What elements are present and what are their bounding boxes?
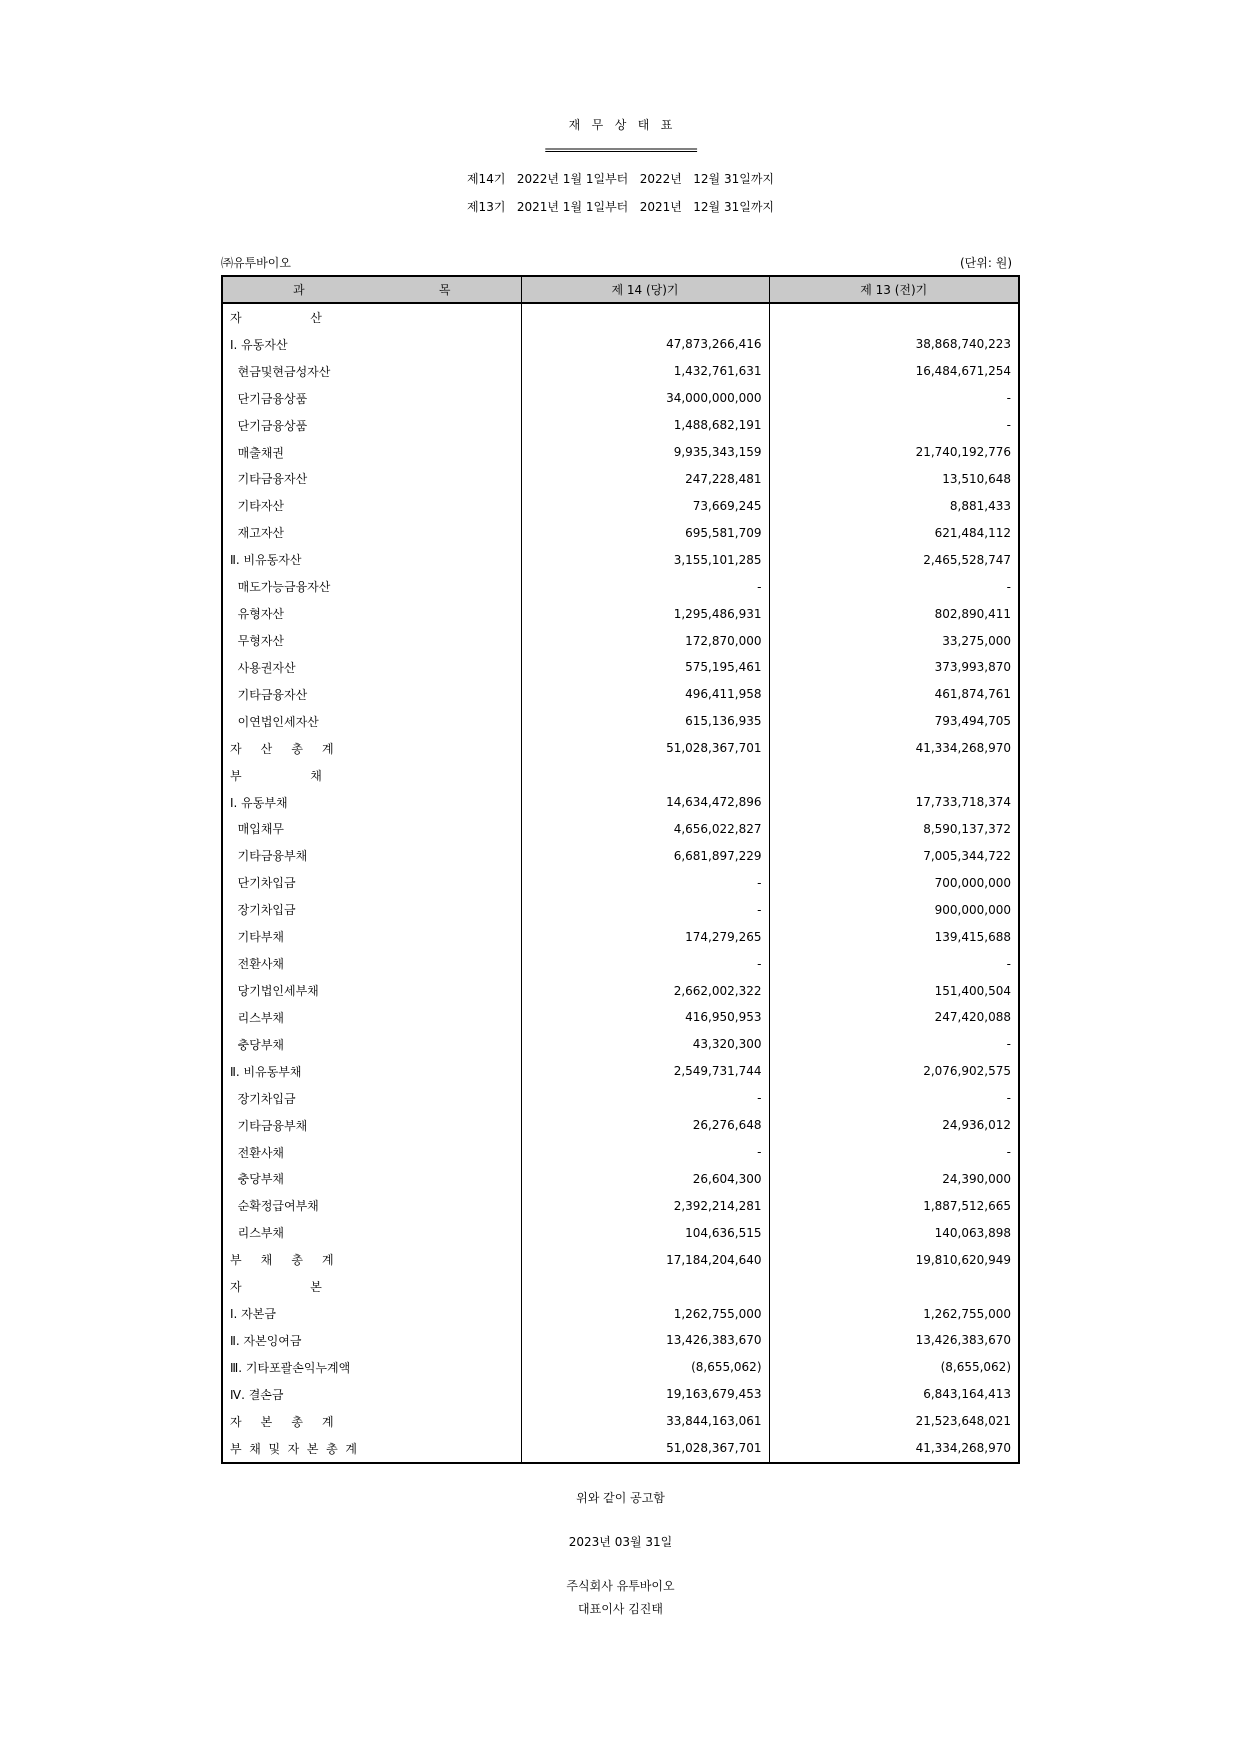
row-current-value <box>521 303 769 331</box>
row-previous-value: 7,005,344,722 <box>769 842 1019 869</box>
table-row <box>222 1381 1019 1408</box>
row-current-value: 51,028,367,701 <box>521 1435 769 1463</box>
table-row <box>222 1192 1019 1219</box>
table-header-row <box>222 276 1019 303</box>
row-current-value: 174,279,265 <box>521 923 769 950</box>
row-current-value: 247,228,481 <box>521 466 769 493</box>
row-current-value: 26,276,648 <box>521 1112 769 1139</box>
row-previous-value: 8,590,137,372 <box>769 816 1019 843</box>
row-current-value: 4,656,022,827 <box>521 816 769 843</box>
row-label: 장기차입금 <box>222 896 521 923</box>
row-label: 이연법인세자산 <box>222 708 521 735</box>
row-label: 자 본 <box>222 1273 521 1300</box>
row-previous-value: 21,740,192,776 <box>769 439 1019 466</box>
row-previous-value: - <box>769 1139 1019 1166</box>
row-label: 단기금융상품 <box>222 385 521 412</box>
row-current-value: - <box>521 869 769 896</box>
row-current-value: - <box>521 1085 769 1112</box>
table-row <box>222 303 1019 331</box>
row-previous-value: - <box>769 385 1019 412</box>
table-row <box>222 1058 1019 1085</box>
row-current-value: 172,870,000 <box>521 627 769 654</box>
row-current-value <box>521 762 769 789</box>
row-current-value: 17,184,204,640 <box>521 1246 769 1273</box>
row-previous-value: - <box>769 950 1019 977</box>
row-previous-value: 13,510,648 <box>769 466 1019 493</box>
row-previous-value: 139,415,688 <box>769 923 1019 950</box>
row-label: Ⅰ. 자본금 <box>222 1300 521 1327</box>
row-label: 단기금융상품 <box>222 412 521 439</box>
row-current-value <box>521 1273 769 1300</box>
row-label: Ⅱ. 비유동자산 <box>222 546 521 573</box>
header-account-right: 목 <box>438 283 451 297</box>
table-row <box>222 977 1019 1004</box>
row-label: 리스부채 <box>222 1219 521 1246</box>
row-previous-value: 140,063,898 <box>769 1219 1019 1246</box>
header-account <box>222 276 521 303</box>
table-row <box>222 654 1019 681</box>
row-current-value: - <box>521 896 769 923</box>
table-row <box>222 708 1019 735</box>
row-current-value: 1,295,486,931 <box>521 600 769 627</box>
row-previous-value: 19,810,620,949 <box>769 1246 1019 1273</box>
table-row <box>222 923 1019 950</box>
table-row <box>222 358 1019 385</box>
table-row <box>222 681 1019 708</box>
row-previous-value: 1,887,512,665 <box>769 1192 1019 1219</box>
row-label: Ⅱ. 자본잉여금 <box>222 1327 521 1354</box>
row-current-value: 575,195,461 <box>521 654 769 681</box>
company-name: ㈜유투바이오 <box>221 256 291 270</box>
row-previous-value: - <box>769 412 1019 439</box>
row-label: Ⅰ. 유동자산 <box>222 331 521 358</box>
table-row <box>222 1219 1019 1246</box>
ceo-signature: 대표이사 김진태 <box>578 1602 663 1616</box>
table-row <box>222 1354 1019 1381</box>
row-label: 매출채권 <box>222 439 521 466</box>
row-label: 기타금융부채 <box>222 1112 521 1139</box>
table-body <box>222 303 1019 1463</box>
table-row <box>222 1031 1019 1058</box>
row-current-value: 416,950,953 <box>521 1004 769 1031</box>
row-current-value: 34,000,000,000 <box>521 385 769 412</box>
row-label: 기타금융자산 <box>222 466 521 493</box>
row-label: 유형자산 <box>222 600 521 627</box>
table-row <box>222 492 1019 519</box>
row-previous-value: 13,426,383,670 <box>769 1327 1019 1354</box>
row-label: 순확정급여부채 <box>222 1192 521 1219</box>
row-label: 기타부채 <box>222 923 521 950</box>
row-current-value: 2,662,002,322 <box>521 977 769 1004</box>
table-row <box>222 1300 1019 1327</box>
row-current-value: 47,873,266,416 <box>521 331 769 358</box>
table-row <box>222 869 1019 896</box>
row-previous-value: 802,890,411 <box>769 600 1019 627</box>
row-label: 재고자산 <box>222 519 521 546</box>
row-previous-value: 621,484,112 <box>769 519 1019 546</box>
row-previous-value: (8,655,062) <box>769 1354 1019 1381</box>
row-previous-value: 38,868,740,223 <box>769 331 1019 358</box>
row-label: 충당부채 <box>222 1031 521 1058</box>
row-previous-value: 16,484,671,254 <box>769 358 1019 385</box>
row-current-value: (8,655,062) <box>521 1354 769 1381</box>
row-label: Ⅲ. 기타포괄손익누계액 <box>222 1354 521 1381</box>
row-previous-value: 1,262,755,000 <box>769 1300 1019 1327</box>
company-signature: 주식회사 유투바이오 <box>566 1579 675 1593</box>
row-current-value: 3,155,101,285 <box>521 546 769 573</box>
row-previous-value: 24,390,000 <box>769 1166 1019 1193</box>
table-row <box>222 816 1019 843</box>
table-row <box>222 385 1019 412</box>
row-current-value: 2,549,731,744 <box>521 1058 769 1085</box>
row-previous-value <box>769 1273 1019 1300</box>
row-previous-value: 17,733,718,374 <box>769 789 1019 816</box>
table-row <box>222 331 1019 358</box>
table-row <box>222 1112 1019 1139</box>
row-label: Ⅰ. 유동부채 <box>222 789 521 816</box>
row-current-value: 104,636,515 <box>521 1219 769 1246</box>
row-previous-value: 8,881,433 <box>769 492 1019 519</box>
table-row <box>222 600 1019 627</box>
row-label: 전환사채 <box>222 950 521 977</box>
table-row <box>222 789 1019 816</box>
row-previous-value: 24,936,012 <box>769 1112 1019 1139</box>
row-label: 당기법인세부채 <box>222 977 521 1004</box>
table-row <box>222 1246 1019 1273</box>
balance-sheet-table <box>221 275 1020 1464</box>
row-previous-value <box>769 762 1019 789</box>
row-label: 부 채 및 자 본 총 계 <box>222 1435 521 1463</box>
table-row <box>222 546 1019 573</box>
table-row <box>222 573 1019 600</box>
row-current-value: 1,262,755,000 <box>521 1300 769 1327</box>
row-previous-value: 151,400,504 <box>769 977 1019 1004</box>
table-row <box>222 1327 1019 1354</box>
table-row <box>222 1408 1019 1435</box>
row-label: 충당부채 <box>222 1166 521 1193</box>
row-current-value: - <box>521 1139 769 1166</box>
row-label: 부 채 <box>222 762 521 789</box>
row-previous-value: 461,874,761 <box>769 681 1019 708</box>
row-current-value: 615,136,935 <box>521 708 769 735</box>
row-previous-value: 6,843,164,413 <box>769 1381 1019 1408</box>
notice-date: 2023년 03월 31일 <box>568 1535 673 1549</box>
row-current-value: - <box>521 573 769 600</box>
row-label: 현금및현금성자산 <box>222 358 521 385</box>
row-label: 부 채 총 계 <box>222 1246 521 1273</box>
row-label: 자 본 총 계 <box>222 1408 521 1435</box>
row-current-value: - <box>521 950 769 977</box>
table-row <box>222 842 1019 869</box>
table-row <box>222 1166 1019 1193</box>
period-current: 제14기 2022년 1월 1일부터 2022년 12월 31일까지 <box>466 172 775 186</box>
row-current-value: 19,163,679,453 <box>521 1381 769 1408</box>
table-row <box>222 762 1019 789</box>
row-label: 기타자산 <box>222 492 521 519</box>
period-previous: 제13기 2021년 1월 1일부터 2021년 12월 31일까지 <box>466 200 775 214</box>
row-current-value: 26,604,300 <box>521 1166 769 1193</box>
title-underline: ========================== <box>544 143 697 157</box>
row-previous-value: 2,465,528,747 <box>769 546 1019 573</box>
row-previous-value: 900,000,000 <box>769 896 1019 923</box>
header-previous-period: 제 13 (전)기 <box>769 276 1019 303</box>
unit-label: (단위: 원) <box>960 256 1012 270</box>
table-row <box>222 519 1019 546</box>
table-row <box>222 735 1019 762</box>
table-row <box>222 412 1019 439</box>
table-row <box>222 466 1019 493</box>
table-row <box>222 627 1019 654</box>
row-label: 단기차입금 <box>222 869 521 896</box>
row-current-value: 33,844,163,061 <box>521 1408 769 1435</box>
row-previous-value: 41,334,268,970 <box>769 735 1019 762</box>
row-label: Ⅱ. 비유동부채 <box>222 1058 521 1085</box>
table-row <box>222 1004 1019 1031</box>
row-previous-value <box>769 303 1019 331</box>
row-label: 매도가능금융자산 <box>222 573 521 600</box>
row-label: 무형자산 <box>222 627 521 654</box>
row-current-value: 1,488,682,191 <box>521 412 769 439</box>
row-label: 매입채무 <box>222 816 521 843</box>
table-row <box>222 950 1019 977</box>
row-current-value: 1,432,761,631 <box>521 358 769 385</box>
header-current-period: 제 14 (당)기 <box>521 276 769 303</box>
table-row <box>222 1139 1019 1166</box>
table-row <box>222 1273 1019 1300</box>
row-label: 장기차입금 <box>222 1085 521 1112</box>
row-label: 리스부채 <box>222 1004 521 1031</box>
row-current-value: 73,669,245 <box>521 492 769 519</box>
row-previous-value: 2,076,902,575 <box>769 1058 1019 1085</box>
row-current-value: 9,935,343,159 <box>521 439 769 466</box>
row-current-value: 43,320,300 <box>521 1031 769 1058</box>
row-previous-value: 793,494,705 <box>769 708 1019 735</box>
row-label: 전환사채 <box>222 1139 521 1166</box>
row-label: 기타금융부채 <box>222 842 521 869</box>
notice-text: 위와 같이 공고함 <box>576 1491 665 1505</box>
header-account-left: 과 <box>293 283 305 297</box>
row-previous-value: 373,993,870 <box>769 654 1019 681</box>
row-label: 기타금융자산 <box>222 681 521 708</box>
document-title: 재 무 상 태 표 <box>568 118 673 132</box>
row-current-value: 6,681,897,229 <box>521 842 769 869</box>
row-previous-value: - <box>769 1085 1019 1112</box>
row-label: Ⅳ. 결손금 <box>222 1381 521 1408</box>
row-current-value: 695,581,709 <box>521 519 769 546</box>
row-previous-value: 33,275,000 <box>769 627 1019 654</box>
row-label: 사용권자산 <box>222 654 521 681</box>
row-previous-value: 21,523,648,021 <box>769 1408 1019 1435</box>
table-row <box>222 896 1019 923</box>
row-label: 자 산 총 계 <box>222 735 521 762</box>
row-previous-value: 41,334,268,970 <box>769 1435 1019 1463</box>
row-previous-value: 247,420,088 <box>769 1004 1019 1031</box>
row-previous-value: 700,000,000 <box>769 869 1019 896</box>
row-previous-value: - <box>769 1031 1019 1058</box>
row-previous-value: - <box>769 573 1019 600</box>
table-row <box>222 1085 1019 1112</box>
row-current-value: 496,411,958 <box>521 681 769 708</box>
table-row <box>222 439 1019 466</box>
row-current-value: 13,426,383,670 <box>521 1327 769 1354</box>
row-current-value: 51,028,367,701 <box>521 735 769 762</box>
row-current-value: 2,392,214,281 <box>521 1192 769 1219</box>
row-current-value: 14,634,472,896 <box>521 789 769 816</box>
table-row <box>222 1435 1019 1463</box>
row-label: 자 산 <box>222 303 521 331</box>
